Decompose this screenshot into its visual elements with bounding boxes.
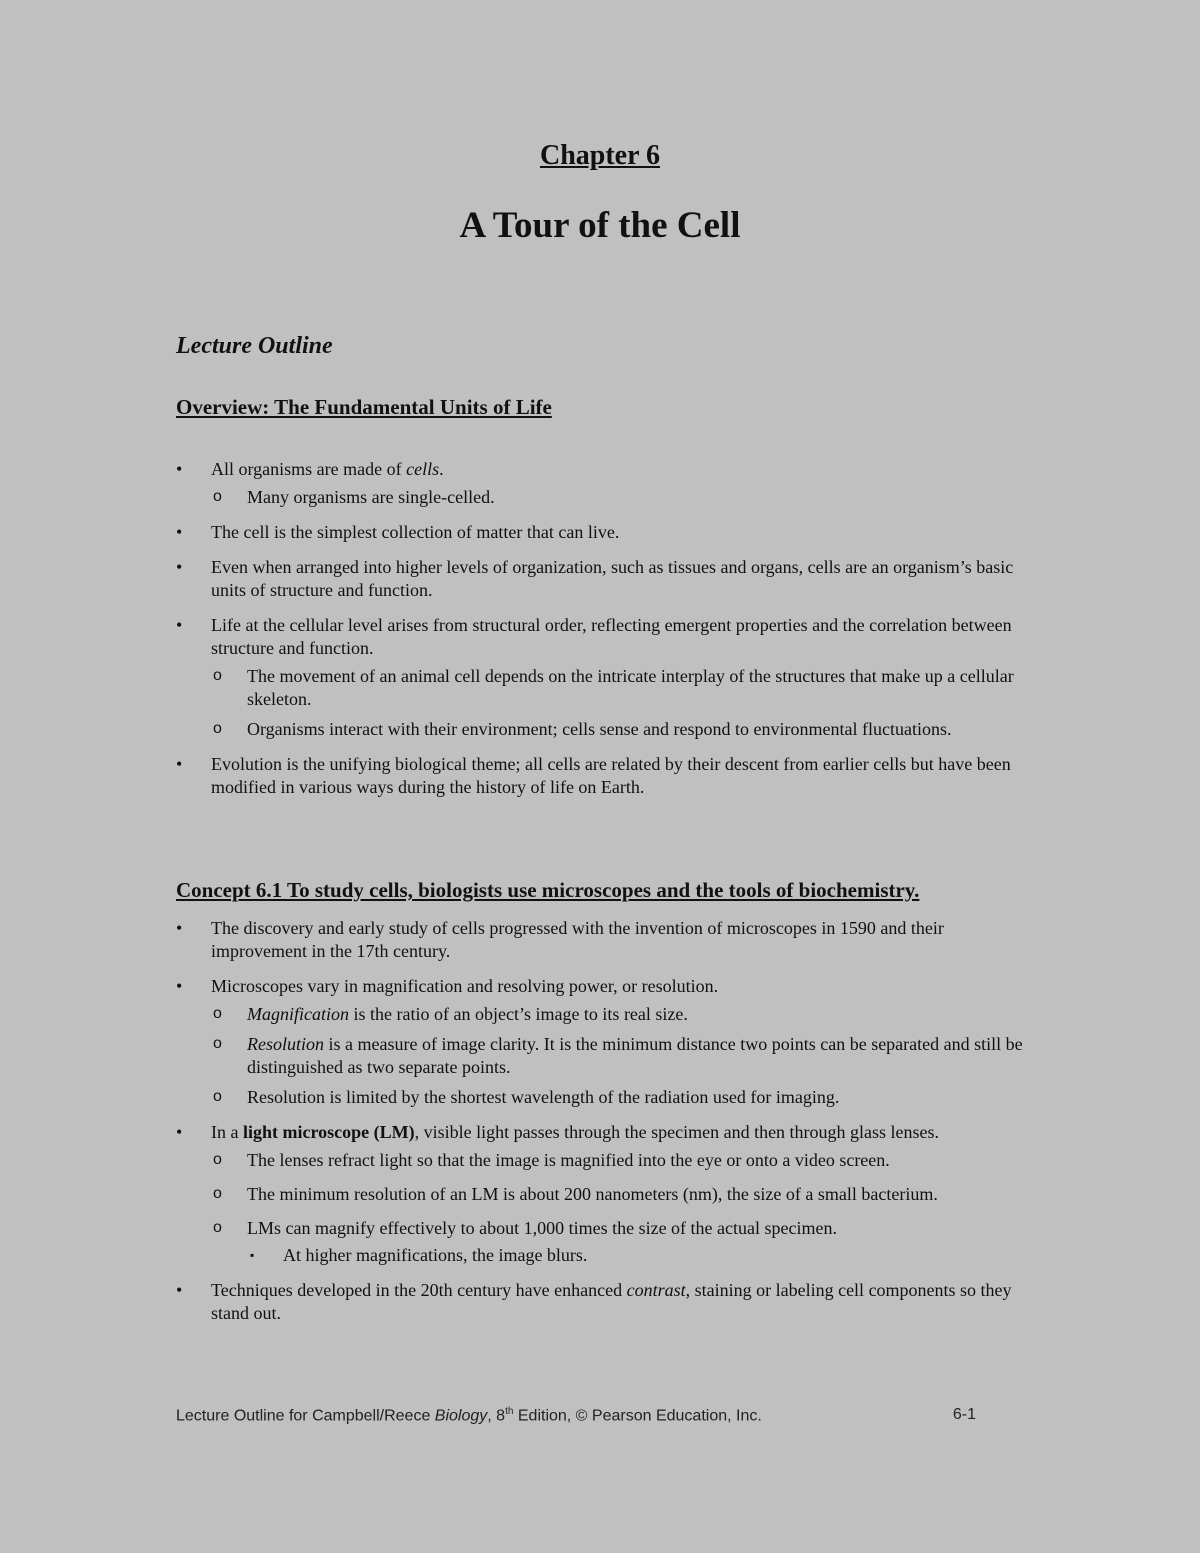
overview-heading: Overview: The Fundamental Units of Life (176, 395, 552, 419)
sub-list-item: o Organisms interact with their environment; cells sense and respond to environmental fluctuations. (211, 718, 1026, 741)
bold-term: light microscope (LM) (242, 1122, 415, 1142)
sub-list-item: o Resolution is limited by the shortest wavelength of the radiation used for imaging. (211, 1086, 1026, 1109)
emphasis-text: Magnification (247, 1004, 349, 1024)
chapter-heading: Chapter 6 (539, 140, 661, 171)
list-item (176, 975, 1026, 1109)
sub-list (211, 665, 1026, 741)
concept-bullet-list (176, 917, 1026, 1337)
list-item-text: In a (211, 1122, 243, 1142)
page-footer (176, 1406, 976, 1425)
sub-list-item: o The minimum resolution of an LM is about 200 nanometers (nm), the size of a small bacterium. (211, 1183, 1026, 1206)
list-item-text: LMs can magnify effectively to about 1,000 times the size of the actual specimen. (247, 1218, 837, 1238)
footer-text: Lecture Outline for Campbell/Reece (176, 1407, 435, 1425)
sub-list-item: o The movement of an animal cell depends on the intricate interplay of the structures that make up a cellular skeleton. (211, 665, 1026, 711)
sub-sub-list-item: ▪ At higher magnifications, the image blurs. (247, 1244, 1026, 1267)
sub-list-item (211, 1217, 1026, 1267)
list-item: • Even when arranged into higher levels of organization, such as tissues and organs, cells are an organism’s basic units of structure and function. (176, 556, 1026, 602)
chapter-title: A Tour of the Cell (459, 205, 741, 246)
sub-list (211, 486, 1026, 509)
list-item-text: is the ratio of an object’s image to its real size. (349, 1004, 688, 1024)
sub-sub-list (247, 1244, 1026, 1267)
sub-list (211, 1149, 1026, 1267)
lecture-outline-label: Lecture Outline (176, 333, 333, 359)
emphasis-text: cells (406, 459, 440, 479)
list-item-text: All organisms are made of (211, 459, 407, 479)
sub-list-item (211, 1033, 1026, 1079)
sub-list-item: o Many organisms are single-celled. (211, 486, 1026, 509)
footer-text: Edition, © Pearson Education, Inc. (513, 1407, 762, 1425)
list-item-text: Life at the cellular level arises from structural order, reflecting emergent properties and the correlation between structure and function. (211, 615, 1012, 658)
emphasis-text: contrast (626, 1280, 686, 1300)
footer-superscript: th (505, 1406, 514, 1417)
list-item: • The discovery and early study of cells progressed with the invention of microscopes in 1590 and their improvement in the 17th century. (176, 917, 1026, 963)
list-item (176, 1121, 1026, 1267)
list-item-text: Microscopes vary in magnification and resolving power, or resolution. (211, 976, 719, 996)
concept-6-1-heading: Concept 6.1 To study cells, biologists use microscopes and the tools of biochemistry. (176, 878, 920, 902)
list-item (176, 458, 1026, 509)
sub-list-item: o The lenses refract light so that the image is magnified into the eye or onto a video screen. (211, 1149, 1026, 1172)
list-item (176, 614, 1026, 741)
sub-list-item (211, 1003, 1026, 1026)
list-item-text: Techniques developed in the 20th century have enhanced (211, 1280, 627, 1300)
page-number: 6-1 (952, 1406, 976, 1423)
list-item: • The cell is the simplest collection of matter that can live. (176, 521, 1026, 544)
list-item: • Evolution is the unifying biological theme; all cells are related by their descent from earlier cells but have been modified in various ways during the history of life on Earth. (176, 753, 1026, 799)
list-item-text: is a measure of image clarity. It is the minimum distance two points can be separated and still be distinguished as two separate points. (247, 1034, 1023, 1077)
emphasis-text: Resolution (247, 1034, 324, 1054)
footer-book-title: Biology (434, 1407, 488, 1425)
overview-bullet-list (176, 458, 1026, 811)
sub-list (211, 1003, 1026, 1109)
list-item (176, 1279, 1026, 1325)
list-item-text: . (439, 459, 444, 479)
footer-text: , 8 (487, 1407, 506, 1425)
list-item-text: , visible light passes through the specimen and then through glass lenses. (414, 1122, 940, 1142)
list-item-text: , staining or labeling cell components so they stand out. (211, 1280, 1012, 1323)
